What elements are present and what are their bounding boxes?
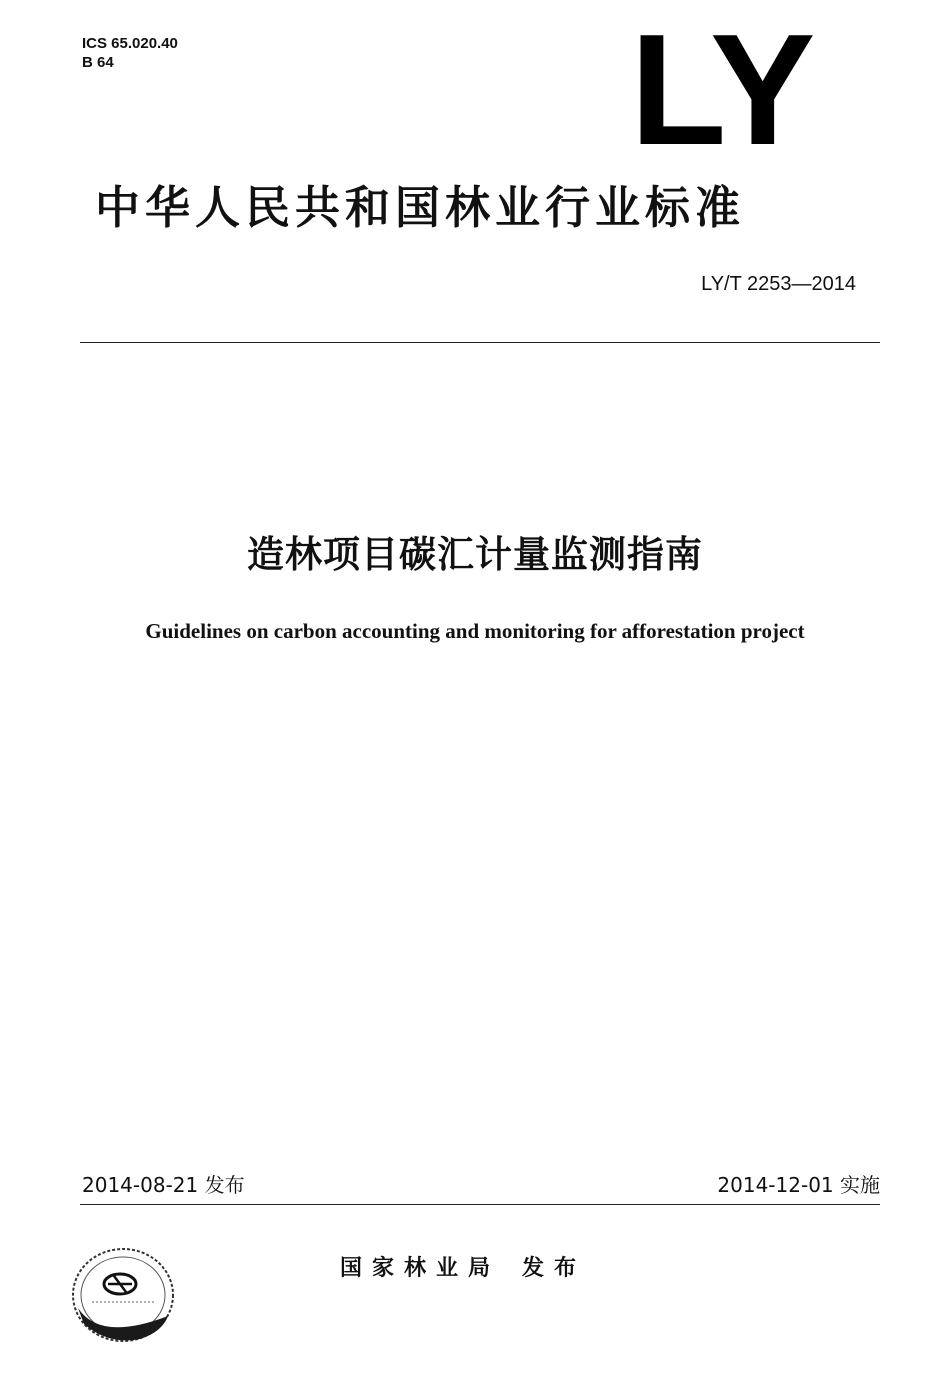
- issuer-name: 国家林业局: [340, 1256, 501, 1281]
- implementation-date-label: 实施: [840, 1173, 880, 1197]
- issuer-line: [340, 1254, 586, 1284]
- implementation-date: [717, 1172, 880, 1198]
- standard-number: LY/T 2253—2014: [701, 273, 856, 295]
- org-title: 中华人民共和国林业行业标准: [95, 181, 746, 234]
- top-divider: [80, 342, 880, 343]
- publisher-stamp-icon: [70, 1246, 176, 1344]
- ics-code: ICS 65.020.40: [82, 35, 178, 52]
- classification-codes: [82, 34, 178, 72]
- issuer-action: 发布: [522, 1256, 587, 1281]
- bottom-divider: [80, 1204, 880, 1205]
- document-title-en: Guidelines on carbon accounting and monitoring for afforestation project: [145, 619, 805, 643]
- document-title-cn: 造林项目碳汇计量监测指南: [247, 533, 703, 576]
- issue-date-value: 2014-08-21: [82, 1173, 199, 1197]
- implementation-date-value: 2014-12-01: [717, 1173, 834, 1197]
- issue-date-label: 发布: [204, 1173, 245, 1197]
- standard-logo: LY: [630, 2, 814, 178]
- issue-date: [82, 1172, 245, 1198]
- ccs-code: B 64: [82, 54, 114, 71]
